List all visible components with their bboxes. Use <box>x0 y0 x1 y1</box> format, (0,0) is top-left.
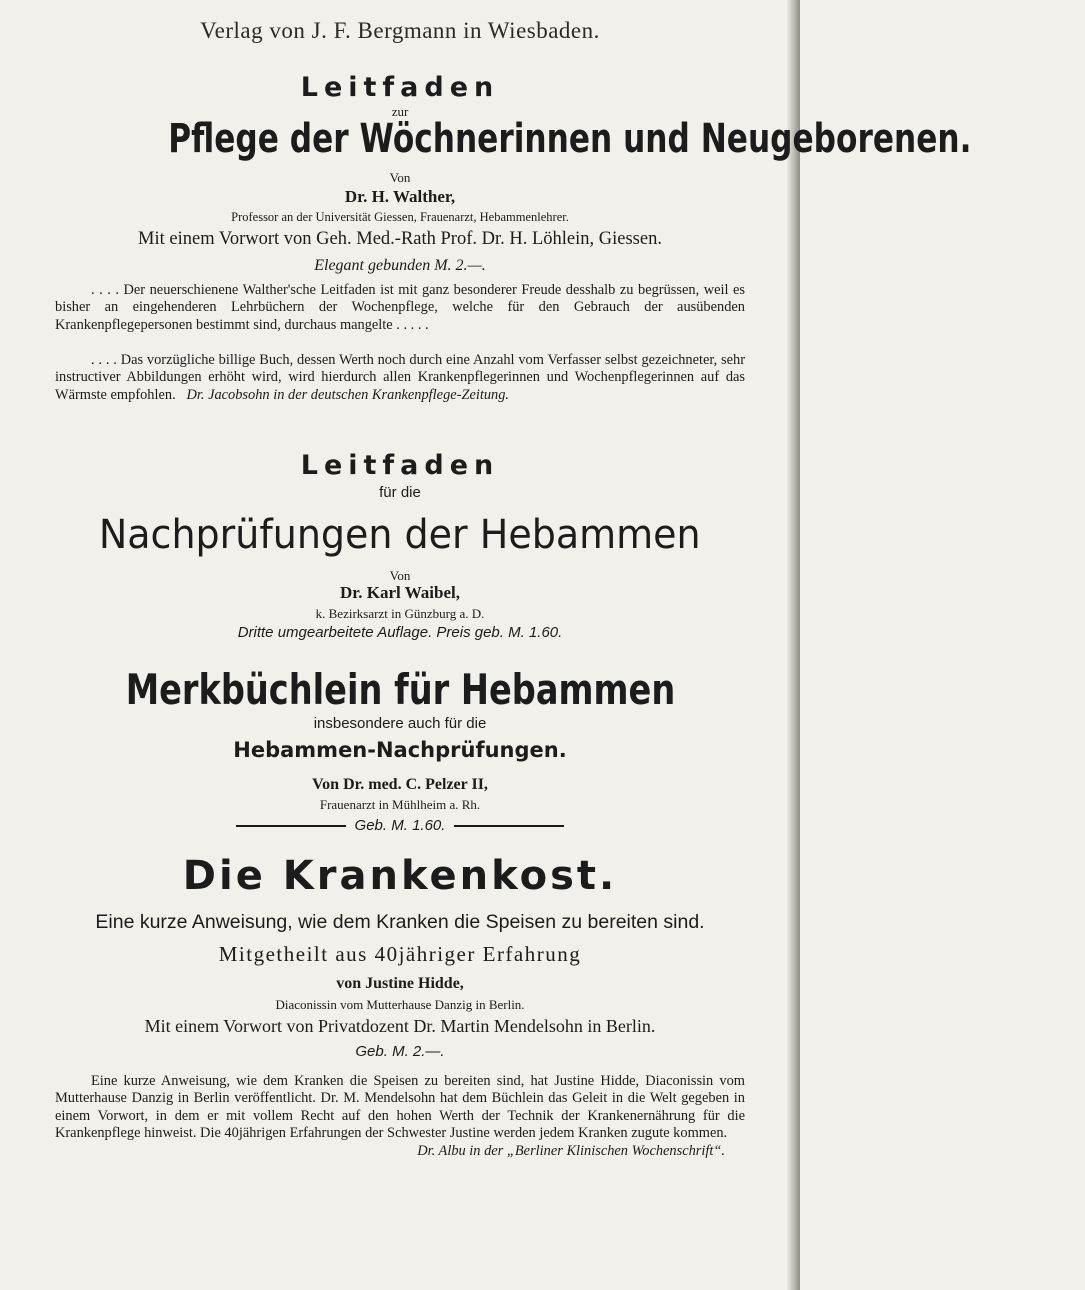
price-rule-left <box>236 825 346 827</box>
book1-leitfaden: Leitfaden <box>300 72 500 103</box>
book3-affiliation: Frauenarzt in Mühlheim a. Rh. <box>319 797 481 812</box>
book2-edition: Dritte umgearbeitete Auflage. Preis geb. M. 1.60. <box>237 624 563 641</box>
book4-tagline: Mitgetheilt aus 40jähriger Erfahrung <box>218 942 582 966</box>
publisher-header: Verlag von J. F. Bergmann in Wiesbaden. <box>200 18 600 43</box>
book1-review1: . . . . Der neuerschienene Walther'sche Leitfaden ist mit ganz besonderer Freude desshalb zu begrüssen, weil es bisher an eingehenderen Lehrbüchern der Wochenpflege, welche für den Gebrauch der ausübenden Krankenpflegepersonen bestimmt sind, durchaus mangelte . . . . . <box>55 282 745 333</box>
book1-zur: zur <box>391 104 409 119</box>
price-rule-right <box>454 825 564 827</box>
book1-foreword: Mit einem Vorwort von Geh. Med.-Rath Prof. Dr. H. Löhlein, Giessen. <box>138 229 662 249</box>
book3-subtitle1: insbesondere auch für die <box>313 715 487 732</box>
book1-title: Pflege der Wöchnerinnen und Neugeborenen. <box>168 116 972 162</box>
book3-price-row <box>55 817 745 834</box>
book4-author: von Justine Hidde, <box>336 975 464 992</box>
book1-author: Dr. H. Walther, <box>344 187 456 206</box>
book2-von: Von <box>389 568 411 583</box>
book1-review2-text: . . . . Das vorzügliche billige Buch, dessen Werth noch durch eine Anzahl vom Verfasser selbst gezeichneter, sehr instructiver Abbildungen erhöht wird, wird hierdurch allen Krankenpflegerinnen und Wochenpflegerinnen auf das Wärmste empfohlen. <box>55 352 745 403</box>
book4-title: Die Krankenkost. <box>182 853 618 899</box>
book4-review <box>55 1073 745 1160</box>
book2-leitfaden: Leitfaden <box>300 450 500 481</box>
book4-review-text: Eine kurze Anweisung, wie dem Kranken die Speisen zu bereiten sind, hat Justine Hidde, Diaconissin vom Mutterhause Danzig in Berlin veröffentlicht. Dr. M. Mendelsohn hat dem Büchlein das Geleit in die Welt gegeben in einem Vorwort, in dem er mit vollem Recht auf den hohen Werth der Technik der Krankenernährung für die Krankenpflege hinweist. Die 40jährigen Erfahrungen der Schwester Justine werden jedem Kranken zugute kommen. <box>55 1073 745 1142</box>
book3-title: Merkbüchlein für Hebammen <box>125 665 675 714</box>
book2-author: Dr. Karl Waibel, <box>340 583 460 602</box>
book2-affiliation: k. Bezirksarzt in Günzburg a. D. <box>315 606 485 621</box>
book3-author: Von Dr. med. C. Pelzer II, <box>312 776 488 793</box>
book2-title: Nachprüfungen der Hebammen <box>99 512 701 558</box>
book3-price: Geb. M. 1.60. <box>354 817 446 834</box>
book1-von: Von <box>389 170 411 185</box>
book1-affiliation: Professor an der Universität Giessen, Frauenarzt, Hebammenlehrer. <box>231 210 569 224</box>
book3-subtitle2: Hebammen-Nachprüfungen. <box>233 738 567 762</box>
book4-foreword: Mit einem Vorwort von Privatdozent Dr. Martin Mendelsohn in Berlin. <box>144 1016 656 1036</box>
book1-review2-source: Dr. Jacobsohn in der deutschen Krankenpflege-Zeitung. <box>186 386 510 403</box>
book1-price: Elegant gebunden M. 2.—. <box>314 257 486 274</box>
book1-review2 <box>55 352 745 404</box>
book4-subtitle: Eine kurze Anweisung, wie dem Kranken die Speisen zu bereiten sind. <box>95 911 705 933</box>
book2-fuer-die: für die <box>379 484 421 501</box>
book4-price: Geb. M. 2.—. <box>355 1043 445 1060</box>
book4-review-source: Dr. Albu in der „Berliner Klinischen Wochenschrift“. <box>417 1142 725 1159</box>
page-edge-shadow <box>786 0 800 1290</box>
book4-affiliation: Diaconissin vom Mutterhause Danzig in Berlin. <box>275 997 525 1012</box>
